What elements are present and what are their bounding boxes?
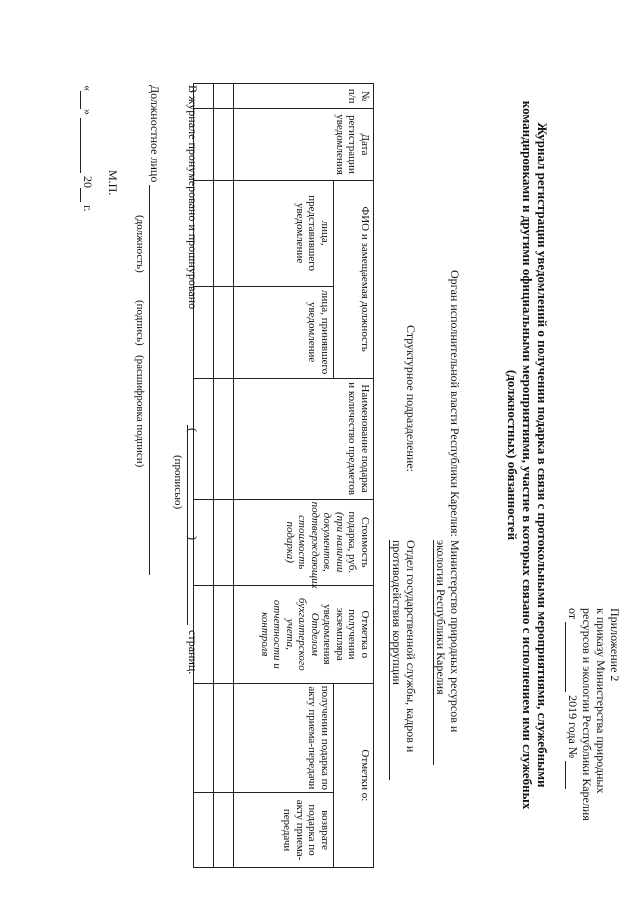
journal-title: Журнал регистрации уведомлений о получении подарка в связи с протокольными мероприятиями, служебными командировками и другими официальными мероприятиями, участие в которых связано с исполнением ими служебных (должностных) обязанностей — [505, 100, 550, 810]
authority-value: Министерство природных ресурсов и экологии Республики Карелия — [433, 540, 462, 770]
appendix-line-3: ресурсов и экологии Республики Карелия — [580, 608, 594, 821]
unit-value: Отдел государственной службы, кадров и противодействия коррупции — [389, 540, 418, 800]
header-copy-mark: Отметка о получении экземпляра уведомления Отделом бухгалтерского учета, отчетности и контроля — [234, 585, 374, 683]
official-signature-line — [149, 185, 150, 575]
header-marks-returned: возврате подарка по акту приема-передачи — [234, 793, 334, 868]
decode-hint: (расшифровка подписи) — [134, 355, 146, 468]
unit-label: Структурное подразделение: — [404, 325, 418, 473]
numbered-text: В журнале пронумеровано и прошнуровано — [186, 85, 200, 310]
header-fio-accepted: лица, принявшего уведомление — [234, 286, 334, 378]
position-hint: (должность) — [134, 215, 146, 273]
in-words-hint: (прописью) — [172, 455, 184, 510]
appendix-block — [565, 608, 622, 898]
appendix-date-blank — [565, 622, 580, 692]
pages-words-blank — [187, 545, 188, 625]
month-blank — [80, 118, 95, 173]
appendix-line-1: Приложение 2 — [608, 608, 622, 682]
document-page: Приложение 2 к приказу Министерства природных ресурсов и экологии Республики Карелия от 2019 года № Журнал регистрации уведомлений о получении подарка в связи с протокольными мероприятиями, служебными командировками и другими официальными мероприятиями, участие в которых связано с исполнением ими служебных (должностных) обязанностей Орган исполнительной власти Республики Карелия: Министерство природных ресурсов и экологии Республики Карелия Структурное подразделение: Отдел государственной службы, кадров и противодействия коррупции № п/п Дата регистрации уведомления ФИО и замещаемая должность Наименование подарка и количество предметов Стоимость подарка, руб. (при наличии документов, подтверждающих стоимость подарка) Отметка о получении экземпляра уведомления Отделом бухгалтерского учета, отчетности и контроля Отметки о: лица, представившего уведомление лица, принявшего уведомление получении подарка по акту приема-передачи возврате подарка по акту приема-передачи В журнале пронумеровано и прошнуровано ( ) страниц. (прописью) Должностное лицо (должность) (подпись) (расшифровка подписи) М.П. « » 20 г. — [0, 0, 640, 905]
header-date: Дата регистрации уведомления — [234, 109, 374, 180]
header-gift-name: Наименование подарка и количество предметов — [234, 378, 374, 499]
header-marks-received: получении подарка по акту приема-передачи — [234, 683, 334, 792]
pages-count-blank — [187, 425, 188, 545]
header-num: № п/п — [234, 84, 374, 109]
header-fio-submitted: лица, представившего уведомление — [234, 180, 334, 286]
official-label: Должностное лицо — [148, 85, 162, 183]
table-header-row-1 — [334, 84, 374, 868]
authority-label: Орган исполнительной власти Республики Карелия: — [448, 270, 462, 537]
signature-hint: (подпись) — [134, 300, 146, 346]
stamp-label: М.П. — [106, 170, 120, 196]
date-line: « » 20 г. — [81, 85, 95, 212]
header-cost: Стоимость подарка, руб. (при наличии документов, подтверждающих стоимость подарка) — [234, 499, 374, 585]
header-fio-group: ФИО и замещаемая должность — [334, 180, 374, 378]
pages-suffix: страниц. — [186, 630, 200, 675]
appendix-line-4: от 2019 года № — [565, 608, 580, 898]
table-row — [214, 84, 234, 868]
journal-table — [193, 83, 374, 868]
appendix-number-blank — [565, 761, 580, 789]
appendix-line-2: к приказу Министерства природных — [594, 608, 608, 794]
header-marks-group: Отметки о: — [334, 683, 374, 867]
